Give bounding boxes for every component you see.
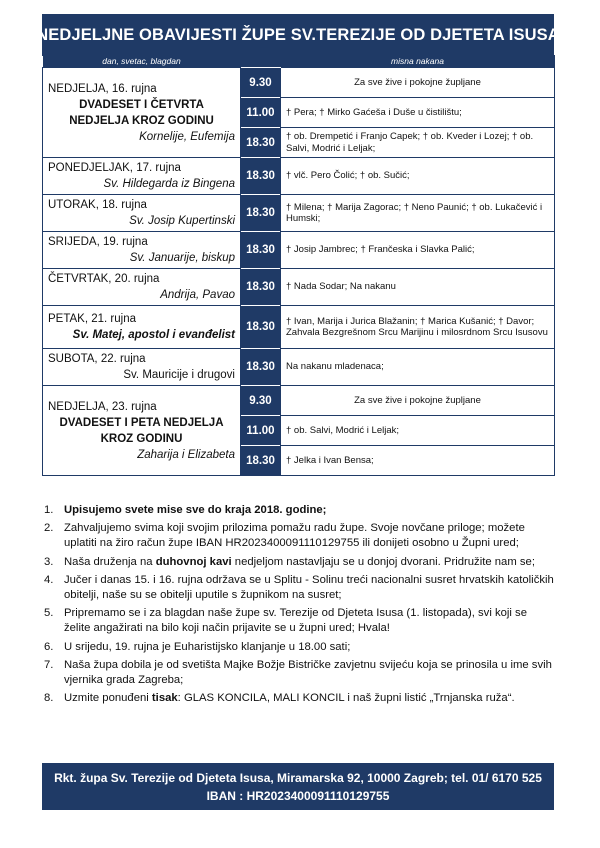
mass-intention: † ob. Drempetić i Franjo Capek; † ob. Kveder i Lozej; † ob. Salvi, Modrić i Leljak; [281, 128, 555, 158]
parish-iban: IBAN : HR2023400091110129755 [206, 788, 390, 803]
day-info [43, 269, 241, 306]
day-info [43, 232, 241, 269]
mass-time: 18.30 [241, 232, 281, 269]
announcement-item [44, 503, 556, 518]
sunday-title-line: KROZ GODINU [100, 432, 183, 445]
mass-intention: † Josip Jambrec; † Frančeska i Slavka Palić; [281, 232, 555, 269]
day-date: UTORAK, 18. rujna [48, 199, 147, 211]
announcement-number: 7. [44, 658, 54, 671]
announcement-item [44, 573, 556, 603]
mass-intention: † Ivan, Marija i Jurica Blažanin; † Marica Kušanić; † Davor; Zahvala Bezgrešnom Srcu Marijinu i milosrdnom Srcu Isusovu [281, 306, 555, 349]
announcement-emphasis: tisak [151, 692, 178, 705]
mass-intention: † Milena; † Marija Zagorac; † Neno Paunić; † ob. Lukačević i Humski; [281, 195, 555, 232]
announcement-item [44, 555, 556, 570]
announcement-item [44, 691, 556, 706]
day-info [43, 306, 241, 349]
announcement-text [64, 521, 556, 551]
day-date: NEDJELJA, 23. rujna [48, 400, 157, 413]
mass-time: 18.30 [241, 128, 281, 158]
day-date: PETAK, 21. rujna [48, 313, 136, 325]
saint-of-day: Sv. Mauricije i drugovi [123, 369, 235, 381]
mass-intention: † Pera; † Mirko Gaćeša i Duše u čistilištu; [281, 98, 555, 128]
sunday-title-line: DVADESET I ČETVRTA [79, 98, 204, 111]
announcement-number: 4. [44, 573, 54, 586]
bulletin-title: NEDJELJNE OBAVIJESTI ŽUPE SV.TEREZIJE OD DJETETA ISUSA [36, 25, 560, 44]
mass-intention: Za sve žive i pokojne župljane [281, 68, 555, 98]
mass-intention: † Jelka i Ivan Bensa; [281, 446, 555, 476]
announcement-number: 2. [44, 522, 54, 535]
mass-time: 9.30 [241, 386, 281, 416]
mass-time: 18.30 [241, 349, 281, 386]
mass-time: 9.30 [241, 68, 281, 98]
schedule-column-headers [43, 55, 555, 68]
announcement-text [64, 573, 556, 603]
announcement-fragment: nedjeljom nastavljaju se u donjoj dvorani. Pridružite nam se; [231, 555, 535, 568]
schedule-row [43, 195, 555, 232]
sunday-title-line: NEDJELJA KROZ GODINU [69, 114, 214, 127]
schedule-row [43, 232, 555, 269]
announcement-text [64, 503, 556, 518]
announcement-fragment: Pripremamo se i za blagdan naše župe sv. Terezije od Djeteta Isusa (1. listopada), svi koji se želite angažirati na bilo koji način prijavite se u župni ured; Hvala! [64, 607, 527, 635]
announcement-fragment: Jučer i danas 15. i 16. rujna održava se u Splitu - Solinu treći nacionalni susret hrvatskih katoličkih obitelji, naše su se obitelji uputile s župnikom na susret; [64, 573, 554, 602]
mass-intention: Na nakanu mladenaca; [281, 349, 555, 386]
mass-time: 18.30 [241, 446, 281, 476]
mass-intention: Za sve žive i pokojne župljane [281, 386, 555, 416]
schedule-row [43, 386, 555, 416]
announcement-item [44, 606, 556, 636]
announcement-fragment: U srijedu, 19. rujna je Euharistijsko klanjanje u 18.00 sati; [64, 640, 351, 653]
announcement-number: 8. [44, 692, 54, 705]
day-info [43, 349, 241, 386]
saint-of-day: Kornelije, Eufemija [139, 130, 235, 143]
mass-intention: † Nada Sodar; Na nakanu [281, 269, 555, 306]
announcement-number: 1. [44, 504, 54, 516]
column-header-intention: misna nakana [281, 55, 555, 68]
parish-address: Rkt. župa Sv. Terezije od Djeteta Isusa, Miramarska 92, 10000 Zagreb; tel. 01/ 6170 525 [54, 770, 542, 785]
sunday-title-line: DVADESET I PETA NEDJELJA [59, 416, 224, 429]
announcement-fragment: Uzmite ponuđeni [64, 692, 152, 705]
day-date: NEDJELJA, 16. rujna [48, 82, 157, 95]
saint-of-day: Zaharija i Elizabeta [137, 448, 235, 461]
mass-intention: † ob. Salvi, Modrić i Leljak; [281, 416, 555, 446]
mass-time: 18.30 [241, 306, 281, 349]
announcement-text [64, 658, 556, 688]
mass-time: 18.30 [241, 158, 281, 195]
day-date: SUBOTA, 22. rujna [48, 353, 146, 365]
day-date: ČETVRTAK, 20. rujna [48, 273, 160, 285]
announcement-number: 3. [44, 555, 54, 568]
announcement-emphasis: duhovnoj kavi [155, 555, 232, 568]
announcement-item [44, 521, 556, 551]
day-date: SRIJEDA, 19. rujna [48, 236, 148, 248]
schedule-row [43, 306, 555, 349]
announcement-fragment: Naša druženja na [64, 555, 156, 568]
day-info [43, 68, 241, 158]
schedule-row [43, 269, 555, 306]
saint-of-day: Sv. Matej, apostol i evanđelist [72, 329, 235, 341]
announcement-item [44, 640, 556, 655]
announcement-text [64, 555, 556, 570]
schedule-row [43, 349, 555, 386]
saint-of-day: Andrija, Pavao [160, 289, 235, 301]
mass-time: 11.00 [241, 98, 281, 128]
mass-time: 18.30 [241, 195, 281, 232]
announcement-item [44, 658, 556, 688]
mass-intention: † vlč. Pero Čolić; † ob. Sučić; [281, 158, 555, 195]
saint-of-day: Sv. Hildegarda iz Bingena [103, 178, 235, 190]
schedule-row [43, 158, 555, 195]
bulletin-title-bar [36, 14, 560, 56]
day-info [43, 386, 241, 476]
announcements-list [44, 503, 556, 709]
saint-of-day: Sv. Januarije, biskup [129, 252, 235, 264]
parish-footer [42, 763, 554, 810]
column-header-day: dan, svetac, blagdan [43, 55, 241, 68]
day-info [43, 195, 241, 232]
mass-time: 18.30 [241, 269, 281, 306]
saint-of-day: Sv. Josip Kupertinski [129, 215, 235, 227]
announcement-number: 6. [44, 640, 54, 653]
announcement-text [64, 691, 556, 706]
announcement-fragment: Zahvaljujemo svima koji svojim prilozima pomažu radu župe. Svoje novčane priloge; možete uplatiti na žiro račun župe IBAN HR2023400091110129755 ili donijeti osobno u Župni ured; [64, 522, 525, 550]
day-info [43, 158, 241, 195]
announcement-text [64, 606, 556, 636]
announcement-emphasis: Upisujemo svete mise sve do kraja 2018. godine; [64, 504, 327, 516]
announcement-text [64, 640, 556, 655]
announcement-fragment: : GLAS KONCILA, MALI KONCIL i naš župni listić „Trnjanska ruža“. [177, 692, 515, 705]
mass-time: 11.00 [241, 416, 281, 446]
announcement-fragment: Naša župa dobila je od svetišta Majke Božje Bistričke zavjetnu svijeću koja se prinosila u ime svih vjernika grada Zagreba; [64, 658, 552, 687]
announcement-number: 5. [44, 607, 54, 620]
day-date: PONEDJELJAK, 17. rujna [48, 162, 181, 174]
schedule-row [43, 68, 555, 98]
mass-schedule-table [42, 55, 555, 476]
